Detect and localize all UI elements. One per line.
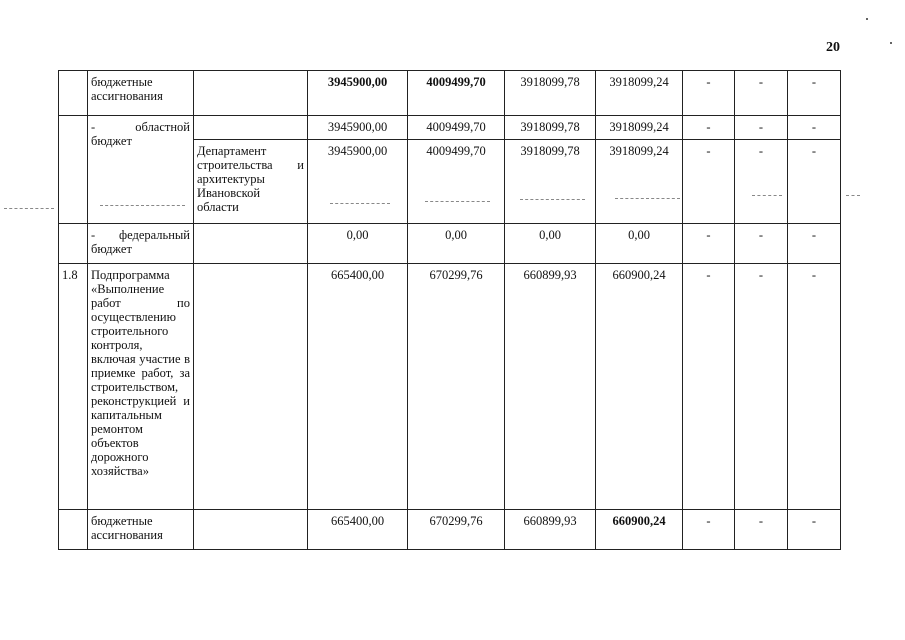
dash-cell: - xyxy=(683,116,735,140)
value-cell: 0,00 xyxy=(596,224,683,264)
dash-cell: - xyxy=(683,71,735,116)
table-row xyxy=(59,116,841,140)
row-index xyxy=(59,116,88,224)
dash-cell: - xyxy=(735,116,788,140)
dash-cell: - xyxy=(788,224,841,264)
dash-cell: - xyxy=(735,71,788,116)
dash-cell: - xyxy=(788,140,841,224)
value-cell: 660899,93 xyxy=(505,264,596,510)
page-number: 20 xyxy=(826,40,840,55)
dash-cell: - xyxy=(683,264,735,510)
value-cell: 0,00 xyxy=(308,224,408,264)
value-cell: 3918099,78 xyxy=(505,71,596,116)
table-row xyxy=(59,510,841,550)
row-executor xyxy=(194,264,308,510)
table-row xyxy=(59,264,841,510)
row-name: Подпрограмма «Выполнение работ по осуществлению строительного контроля, включая участие в приемке работ, за строительством, реконструкцией и капитальным ремонтом объектов дорожного хозяйства» xyxy=(88,264,194,510)
value-cell: 670299,76 xyxy=(408,510,505,550)
row-executor xyxy=(194,510,308,550)
row-executor xyxy=(194,116,308,140)
value-cell: 660899,93 xyxy=(505,510,596,550)
row-index xyxy=(59,510,88,550)
dash-cell: - xyxy=(735,510,788,550)
row-executor xyxy=(194,224,308,264)
row-name: - областной бюджет xyxy=(88,116,194,224)
row-index: 1.8 xyxy=(59,264,88,510)
row-name: бюджетные ассигнования xyxy=(88,510,194,550)
scan-artifact-line xyxy=(4,208,54,209)
table-row xyxy=(59,71,841,116)
dash-cell: - xyxy=(788,510,841,550)
scan-artifact-line xyxy=(615,198,680,199)
dash-cell: - xyxy=(788,264,841,510)
value-cell: 3918099,24 xyxy=(596,71,683,116)
value-cell: 3918099,78 xyxy=(505,140,596,224)
scan-artifact-line xyxy=(520,199,585,200)
row-index xyxy=(59,71,88,116)
dash-cell: - xyxy=(683,140,735,224)
value-cell: 0,00 xyxy=(408,224,505,264)
row-executor xyxy=(194,71,308,116)
budget-table xyxy=(58,70,841,550)
scan-artifact-line xyxy=(846,195,860,196)
scan-artifact-line xyxy=(425,201,490,202)
table-row xyxy=(59,224,841,264)
value-cell: 3945900,00 xyxy=(308,140,408,224)
scan-artifact-line xyxy=(330,203,390,204)
value-cell: 670299,76 xyxy=(408,264,505,510)
value-cell: 3918099,78 xyxy=(505,116,596,140)
value-cell: 3918099,24 xyxy=(596,116,683,140)
value-cell: 3945900,00 xyxy=(308,71,408,116)
row-executor: Департамент строительства и архитектуры Ивановской области xyxy=(194,140,308,224)
value-cell: 4009499,70 xyxy=(408,116,505,140)
value-cell: 0,00 xyxy=(505,224,596,264)
value-cell: 4009499,70 xyxy=(408,71,505,116)
dash-cell: - xyxy=(735,264,788,510)
dash-cell: - xyxy=(735,224,788,264)
value-cell: 660900,24 xyxy=(596,264,683,510)
row-name: бюджетные ассигнования xyxy=(88,71,194,116)
value-cell: 3945900,00 xyxy=(308,116,408,140)
scan-artifact-line xyxy=(100,205,185,206)
row-name: - федеральный бюджет xyxy=(88,224,194,264)
value-cell: 665400,00 xyxy=(308,264,408,510)
row-index xyxy=(59,224,88,264)
dash-cell: - xyxy=(788,71,841,116)
scan-artifact-line xyxy=(752,195,782,196)
scan-artifact-speck xyxy=(890,42,892,44)
value-cell: 4009499,70 xyxy=(408,140,505,224)
dash-cell: - xyxy=(683,510,735,550)
value-cell: 660900,24 xyxy=(596,510,683,550)
dash-cell: - xyxy=(788,116,841,140)
scan-artifact-speck xyxy=(866,18,868,20)
dash-cell: - xyxy=(735,140,788,224)
value-cell: 3918099,24 xyxy=(596,140,683,224)
dash-cell: - xyxy=(683,224,735,264)
value-cell: 665400,00 xyxy=(308,510,408,550)
